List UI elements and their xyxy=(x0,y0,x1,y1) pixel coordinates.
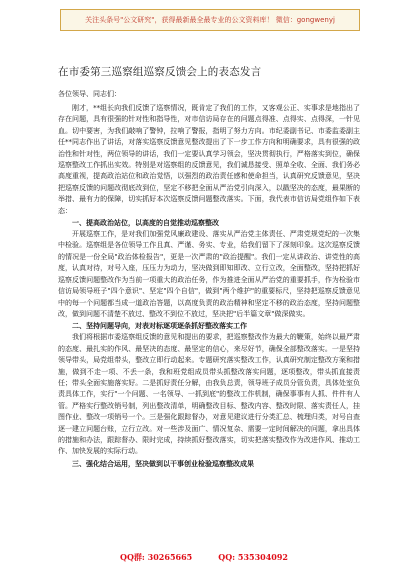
section-heading-1: 一、提高政治站位，以高度的自觉推动巡察整改 xyxy=(72,219,219,228)
promo-banner xyxy=(60,9,360,31)
qq-text: QQ: 535304092 xyxy=(218,552,288,562)
qq-group-text: QQ群: 30265665 xyxy=(120,552,193,562)
promo-banner-text: 关注头条号"公文研究"，获得最新最全最专业的公文资料库！ 微信：gongwenyj xyxy=(85,15,335,24)
section-1-paragraph: 开展巡察工作，是对我们加强党风廉政建设、落实从严治党主体责任、严肃党规党纪的一次集中检验。巡察组是各位领导工作且真、严谨、务实、专业，给我们留下了深刻印象。这次巡察反馈的情况是一份全局"政治体检报告"，更是一次严肃的"政治提醒"。我们一定从讲政治、讲党性的高度，认真对待，对号入座，压压力为动力，坚决做到即知即改、立行立改，全面整改，坚持把抓好巡察反馈问题整改作为当前一项重大的政治任务，作为推进全面从严治党的重要抓手，作为检验市信访局领导班子"四个意识"、坚定"四个自信"，做到"两个维护"的重要标尺，坚持把巡察反馈意见中的每一个问题都当成一道政治答题，以高度负责的政治精神和坚定不移的政治态度，坚持问题整改，做到问题不清楚不放过、整改不到位不放过，坚决把"后半篇文章"做深做实。 xyxy=(58,230,360,318)
document-title: 在市委第三巡察组巡察反馈会上的表态发言 xyxy=(58,66,262,78)
intro-paragraph: 刚才，**组长向我们反馈了巡察情况，既肯定了我们的工作，又客观公正、实事求是地指出了存在问题，具有很强的针对性和指导性，对市信访局存在的问题点得准、点得实、点得深，一针见血。切中要害，为我们敲响了警钟，拉响了警报，指明了努力方向。市纪委副书记、市委监委副主任**同志作出了讲话，对落实巡察反馈意见整改提出了下一步工作方向和明确要求，具有很强的政治性和针对性，两位领导的讲话，我们一定要认真学习领会，坚决贯彻执行，严格落实到位，确保巡察整改工作抓出实效。特别是对巡察组的反馈意见，我们诚恳接受、照单全收、全面、我们务必高度重视，提高政治站位和政治觉悟，以强烈的政治责任感和使命担当，认真研究反馈意见，坚决把巡察反馈的问题改彻底改到位，坚定不移把全面从严治党引向深入，以戳坚决的态度，最果断的举措、最有力的保障，切实抓好本次巡察反馈问题整改落实。下面，我代表市信访局党组作如下表态： xyxy=(58,104,360,215)
greeting: 各位领导、同志们： xyxy=(58,90,121,98)
section-2-paragraph: 我们将根据市委巡察组反馈的意见和提出的要求，把巡察整改作为最大的鞭策，始终以最严肃的态度、最扎实的作风、最坚决的态度、最坚定的信心，来尽好节，确保全部整改落实。一是坚持领导带头，局党组带头，整改立即行动起来。专题研究落实整改工作，认真研究制定整改方案和措施，做到不走一项、不丢一条，我和班党组成员带头抓整改落实问题，逐项整改，带头抓直接责任；带头全面实施落实好。二是抓好责任分解，由我负总责，领导班子成员分管负责，具体处室负责具体工作，实行"一个问题、一名领导、一抓到底"的整改工作机制，确保事事有人抓、件件有人管。严格实行整改销号制，列出整改清单，明确整改目标、整改内容、整改时限、落实责任人，挂图作业、整改一项销号一个。三是强化跟踪督办，对意见建议进行分类汇总、梳理归类，对号自查逐一建立问题台账，立行立改。对一些涉及面广、情况复杂、需要一定时间解决的问题，拿出具体的措施和办法，跟踪督办、限时完成，持续抓好整改落实，切实把落实整改作为改进作风、推动工作、加快发展的实际行动。 xyxy=(58,333,360,456)
document-page xyxy=(58,64,360,470)
section-heading-2: 二、坚持问题导向，对表对标逐项逐条抓好整改落实工作 xyxy=(72,322,247,331)
footer-contact xyxy=(0,552,408,563)
section-heading-3: 三、强化结合运用，坚决做到以干事创业检验巡察整改成果 xyxy=(72,459,254,468)
